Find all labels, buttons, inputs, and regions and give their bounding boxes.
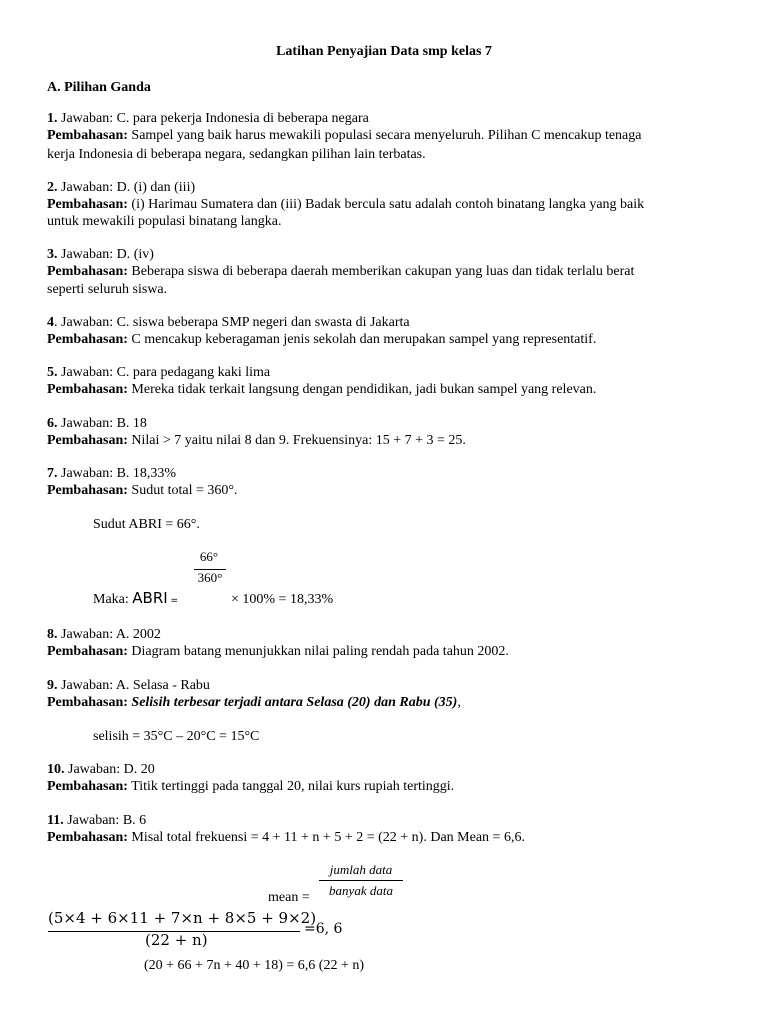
q10-exp-1: Titik tertinggi pada tanggal 20, nilai kurs rupiah tertinggi.: [127, 779, 455, 794]
q11-big-denominator: (22 + n): [145, 931, 208, 949]
q2-exp-1: (i) Harimau Sumatera dan (iii) Badak bercula satu adalah contoh binatang langka yang baik: [127, 197, 645, 212]
q7-maka: Maka:: [93, 592, 133, 607]
q3-pemb-label: Pembahasan:: [47, 264, 128, 279]
q11-explanation: [47, 829, 525, 846]
q6-answer-text: Jawaban: B. 18: [57, 416, 147, 431]
q6-explanation: [47, 432, 466, 449]
q10-explanation: [47, 778, 454, 795]
q3-answer: [47, 246, 154, 263]
q4-explanation: [47, 331, 596, 348]
q3-number: 3.: [47, 247, 58, 262]
q7-answer-text: Jawaban: B. 18,33%: [57, 466, 177, 481]
section-heading: A. Pilihan Ganda: [47, 80, 151, 95]
q7-exp-1: Sudut total = 360°.: [127, 483, 238, 498]
q8-number: 8.: [47, 627, 58, 642]
q11-mean-numerator: jumlah data: [329, 862, 393, 877]
q1-number: 1.: [47, 111, 58, 126]
q11-pemb-label: Pembahasan:: [47, 830, 128, 845]
q8-pemb-label: Pembahasan:: [47, 644, 128, 659]
q4-answer: [47, 314, 410, 331]
q1-pemb-label: Pembahasan:: [47, 128, 128, 143]
q7-explanation: [47, 482, 237, 499]
q11-answer-text: Jawaban: B. 6: [63, 813, 147, 828]
q10-answer-text: Jawaban: D. 20: [64, 762, 155, 777]
q3-answer-text: Jawaban: D. (iv): [57, 247, 154, 262]
q7-equals: =: [167, 596, 179, 606]
q7-fraction-numerator: 66°: [199, 549, 219, 564]
q1-answer-text: Jawaban: C. para pekerja Indonesia di beberapa negara: [57, 111, 369, 126]
q2-number: 2.: [47, 180, 58, 195]
q5-answer-text: Jawaban: C. para pedagang kaki lima: [57, 365, 271, 380]
q9-answer: [47, 677, 210, 694]
q4-number: 4: [47, 315, 54, 330]
q6-answer: [47, 415, 147, 432]
q7-pemb-label: Pembahasan:: [47, 483, 128, 498]
q2-explanation: [47, 196, 644, 213]
q7-number: 7.: [47, 466, 58, 481]
q11-answer: [47, 812, 146, 829]
q11-mean-label: mean =: [268, 890, 310, 905]
q11-mean-denominator: banyak data: [329, 883, 393, 898]
q6-number: 6.: [47, 416, 58, 431]
q7-fraction-denominator: 360°: [197, 570, 223, 585]
q7-maka-line: [93, 590, 178, 610]
q5-exp-1: Mereka tidak terkait langsung dengan pendidikan, jadi bukan sampel yang relevan.: [127, 382, 597, 397]
q3-exp-2: seperti seluruh siswa.: [47, 282, 168, 297]
q2-exp-2: untuk mewakili populasi binatang langka.: [47, 214, 282, 229]
q11-mean-bar: [319, 880, 403, 881]
q11-number: 11.: [47, 813, 64, 828]
q11-big-equals: =6, 6: [304, 921, 343, 937]
q10-number: 10.: [47, 762, 65, 777]
q2-answer-text: Jawaban: D. (i) dan (iii): [57, 180, 196, 195]
q3-exp-1: Beberapa siswa di beberapa daerah memberikan cakupan yang luas dan tidak terlalu berat: [127, 264, 635, 279]
q7-result: × 100% = 18,33%: [231, 592, 334, 607]
q4-answer-text: . Jawaban: C. siswa beberapa SMP negeri dan swasta di Jakarta: [54, 315, 410, 330]
q9-selisih: selisih = 35°C – 20°C = 15°C: [93, 729, 260, 744]
q4-pemb-label: Pembahasan:: [47, 332, 128, 347]
q9-comma: ,: [457, 695, 461, 710]
q8-answer: [47, 626, 161, 643]
q7-answer: [47, 465, 176, 482]
document-title: Latihan Penyajian Data smp kelas 7: [276, 44, 492, 59]
q2-answer: [47, 179, 195, 196]
q5-explanation: [47, 381, 596, 398]
q5-answer: [47, 364, 270, 381]
q11-exp-1: Misal total frekuensi = 4 + 11 + n + 5 + 2 = (22 + n). Dan Mean = 6,6.: [127, 830, 525, 845]
q1-explanation: [47, 127, 641, 144]
q9-exp-1: Selisih terbesar terjadi antara Selasa (20) dan Rabu (35): [131, 695, 458, 710]
q8-explanation: [47, 643, 509, 660]
q5-pemb-label: Pembahasan:: [47, 382, 128, 397]
q11-big-numerator: (5×4 + 6×11 + 7×n + 8×5 + 9×2): [48, 909, 317, 927]
q4-exp-1: C mencakup keberagaman jenis sekolah dan merupakan sampel yang representatif.: [127, 332, 597, 347]
q1-exp-1: Sampel yang baik harus mewakili populasi secara menyeluruh. Pilihan C mencakup tenaga: [127, 128, 642, 143]
q10-answer: [47, 761, 155, 778]
q1-answer: [47, 110, 369, 127]
q9-explanation: [47, 694, 461, 711]
q3-explanation: [47, 263, 634, 280]
q8-exp-1: Diagram batang menunjukkan nilai paling rendah pada tahun 2002.: [127, 644, 509, 659]
q9-number: 9.: [47, 678, 58, 693]
q10-pemb-label: Pembahasan:: [47, 779, 128, 794]
q5-number: 5.: [47, 365, 58, 380]
q7-abri: ABRI: [132, 589, 168, 607]
q2-pemb-label: Pembahasan:: [47, 197, 128, 212]
q1-exp-2: kerja Indonesia di beberapa negara, sedangkan pilihan lain terbatas.: [47, 147, 426, 162]
q7-sudut-abri: Sudut ABRI = 66°.: [93, 517, 200, 532]
q9-answer-text: Jawaban: A. Selasa - Rabu: [57, 678, 210, 693]
q6-exp-1: Nilai > 7 yaitu nilai 8 dan 9. Frekuensinya: 15 + 7 + 3 = 25.: [127, 433, 466, 448]
q11-last-line: (20 + 66 + 7n + 40 + 18) = 6,6 (22 + n): [144, 958, 365, 973]
q8-answer-text: Jawaban: A. 2002: [57, 627, 161, 642]
q6-pemb-label: Pembahasan:: [47, 433, 128, 448]
q9-pemb-label: Pembahasan:: [47, 695, 128, 710]
